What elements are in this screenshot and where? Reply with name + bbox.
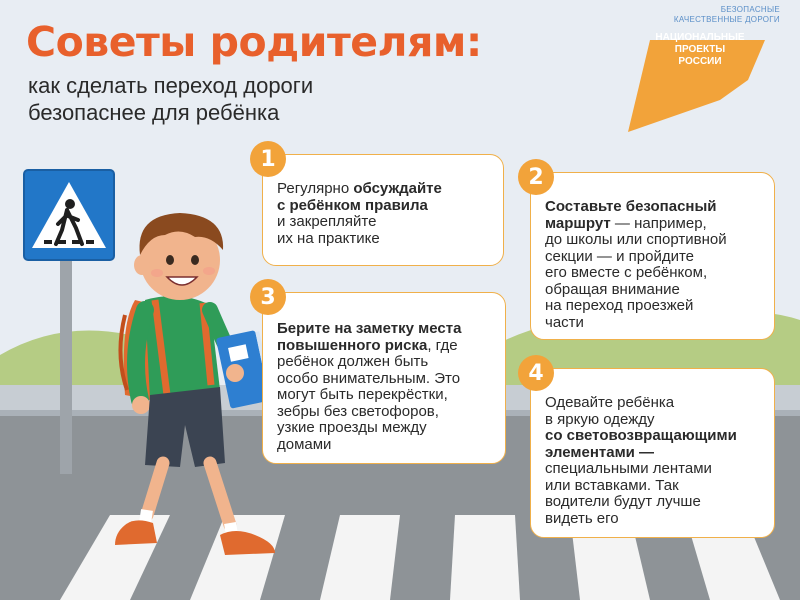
tip-line: водители будут лучше <box>545 493 701 510</box>
tip-line: специальными лентами <box>545 460 712 477</box>
tip-highlight: Составьте безопасный <box>545 198 717 215</box>
tip-line <box>545 445 760 462</box>
tip-line: ребёнок должен быть <box>277 353 429 370</box>
tip-line <box>545 199 760 216</box>
subtitle-line: как сделать переход дороги <box>28 73 314 98</box>
tip-number-badge-4: 4 <box>518 355 554 391</box>
tip-line: видеть его <box>545 509 619 527</box>
tip-line: до школы или спортивной <box>545 231 727 248</box>
logo-title-line: РОССИИ <box>678 56 722 67</box>
tip-highlight: со световозвращающими <box>545 427 737 444</box>
tip-highlight: Берите на заметку места <box>277 320 462 337</box>
tip-line: их на практике <box>277 229 380 247</box>
tip-line: и закрепляйте <box>277 213 377 230</box>
tip-highlight: с ребёнком правила <box>277 196 428 214</box>
subtitle-line: безопаснее для ребёнка <box>28 100 280 125</box>
tip-line: могут быть перекрёстки, <box>277 386 448 403</box>
tip-line: зебры без светофоров, <box>277 402 439 420</box>
tip-line <box>277 338 491 355</box>
tip-number-badge-2: 2 <box>518 159 554 195</box>
tip-card-4 <box>530 368 775 538</box>
tip-text: , где <box>427 336 458 354</box>
tip-line: узкие проезды между <box>277 419 427 436</box>
tip-line: на переход проезжей <box>545 297 694 314</box>
tip-highlight: обсуждайте <box>353 180 442 197</box>
tip-card-1 <box>262 154 504 266</box>
tip-highlight: повышенного риска <box>277 336 428 354</box>
tip-line <box>277 321 491 338</box>
tip-card-3 <box>262 292 506 464</box>
logo-caption-line: БЕЗОПАСНЫЕ <box>720 5 780 14</box>
tip-line <box>277 181 489 198</box>
tip-number-badge-3: 3 <box>250 279 286 315</box>
page-title: Советы родителям: <box>26 18 482 66</box>
tip-text: — например, <box>610 214 707 232</box>
page-subtitle <box>28 72 313 126</box>
tip-card-2 <box>530 172 775 340</box>
tip-line: его вместе с ребёнком, <box>545 264 708 281</box>
tip-line <box>545 216 760 233</box>
boy-illustration <box>85 205 285 575</box>
tip-text: Регулярно <box>277 180 354 197</box>
tip-line: домами <box>277 435 332 453</box>
tip-line: обращая внимание <box>545 280 680 298</box>
tip-line: секции — и пройдите <box>545 247 694 265</box>
tip-line: части <box>545 313 584 331</box>
tip-line: или вставками. Так <box>545 476 679 494</box>
tip-line: в яркую одежду <box>545 410 655 428</box>
logo-caption <box>640 5 780 25</box>
tip-highlight: элементами — <box>545 443 655 461</box>
tip-line: особо внимательным. Это <box>277 369 461 387</box>
logo-title <box>650 32 750 68</box>
logo-title-line: НАЦИОНАЛЬНЫЕ <box>655 32 745 43</box>
tip-number-badge-1: 1 <box>250 141 286 177</box>
tip-line: Одевайте ребёнка <box>545 394 675 411</box>
tip-line <box>545 428 760 445</box>
logo-title-line: ПРОЕКТЫ <box>674 44 726 55</box>
logo-caption-line: КАЧЕСТВЕННЫЕ ДОРОГИ <box>673 15 780 24</box>
tip-highlight: маршрут <box>545 214 611 232</box>
tip-line <box>277 198 489 215</box>
